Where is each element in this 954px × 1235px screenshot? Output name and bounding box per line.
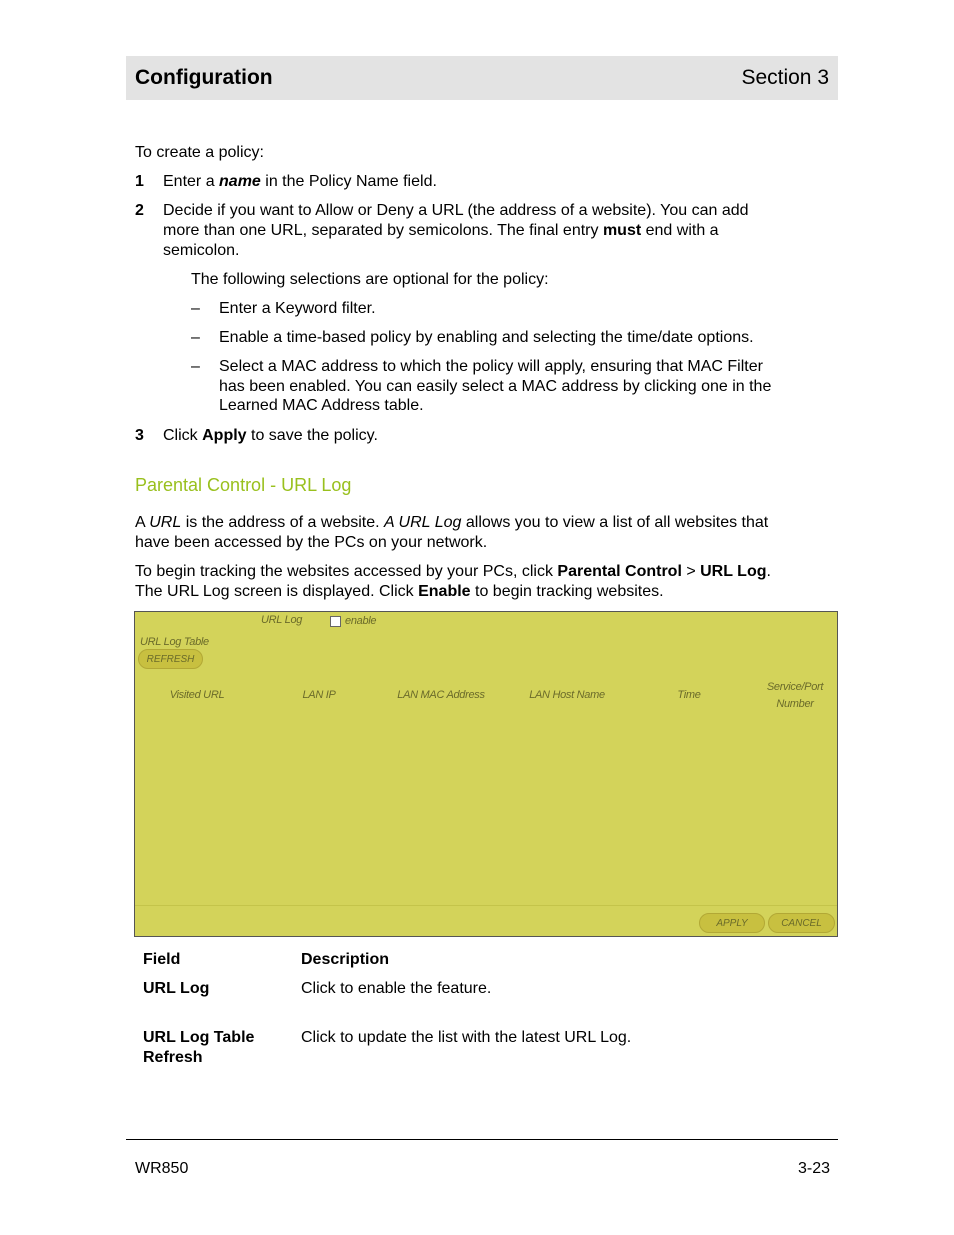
para-2-a: To begin tracking the websites accessed by your PCs, click [135,563,558,580]
column-time: Time [677,689,701,701]
step-1-text [163,172,437,192]
step-3-number: 3 [135,427,144,444]
table-row-2-field-line-1: URL Log Table [143,1029,255,1046]
step-1-post: in the Policy Name field. [260,173,437,190]
table-header-description: Description [301,951,390,968]
intro-text: To create a policy: [135,144,264,161]
refresh-button[interactable]: REFRESH [138,649,203,669]
para-2-gt: > [681,563,701,580]
section-heading: Parental Control - URL Log [135,475,352,495]
optional-item-3-line-2: has been enabled. You can easily select a MAC address by clicking one in the [219,378,772,395]
optional-dash-1: – [191,300,200,317]
para-2-line-1 [135,562,771,582]
para-1-a: A [135,514,150,531]
url-log-label: URL Log [261,614,303,626]
para-1-url: URL [149,514,182,531]
step-1-emphasis: name [219,173,261,190]
step-1-pre: Enter a [163,173,220,190]
apply-button[interactable]: APPLY [699,913,765,933]
para-2-line-2 [135,582,664,602]
table-row-2-field-line-2: Refresh [143,1049,203,1066]
optional-dash-3: – [191,358,200,375]
url-log-table-label: URL Log Table [140,636,209,648]
para-1-c: allows you to view a list of all websites that [461,514,769,531]
optional-item-2: Enable a time-based policy by enabling and selecting the time/date options. [219,329,754,346]
step-2-number: 2 [135,202,144,219]
column-visited-url: Visited URL [169,689,225,701]
optional-intro: The following selections are optional for the policy: [191,271,549,288]
step-2-line-2 [163,221,719,241]
table-row-2-desc: Click to update the list with the latest URL Log. [301,1029,632,1046]
para-2-line-2-bold: Enable [418,583,471,600]
table-row-1-field: URL Log [143,980,210,997]
para-2-c: . [766,563,771,580]
column-service-port: Service/Port [766,681,824,693]
header-section: Section 3 [741,66,829,89]
step-2-line-2-pre: more than one URL, separated by semicolons. The final entry [163,222,603,239]
panel-divider [135,905,837,906]
step-3-pre: Click [163,427,203,444]
step-2-bold: must [602,222,642,239]
page-header [126,56,838,100]
column-lan-host-name: LAN Host Name [529,689,605,701]
step-3-post: to save the policy. [246,427,378,444]
optional-item-3-line-3: Learned MAC Address table. [219,397,424,414]
footer-divider [126,1139,838,1140]
enable-checkbox[interactable] [330,616,341,627]
para-2-line-2-a: The URL Log screen is displayed. Click [135,583,419,600]
table-row-1-desc: Click to enable the feature. [301,980,492,997]
column-lan-mac-address: LAN MAC Address [397,689,485,701]
step-2-line-1: Decide if you want to Allow or Deny a URL (the address of a website). You can add [163,202,749,219]
para-2-bold-2: URL Log [700,563,767,580]
optional-dash-2: – [191,329,200,346]
url-log-panel [134,611,838,937]
para-1-line-2: have been accessed by the PCs on your network. [135,534,488,551]
header-title: Configuration [135,66,273,89]
para-2-bold-1: Parental Control [557,563,682,580]
footer-model: WR850 [135,1160,189,1177]
optional-item-1: Enter a Keyword filter. [219,300,376,317]
step-3-text [163,426,378,446]
table-header-field: Field [143,951,181,968]
column-lan-ip: LAN IP [302,689,336,701]
enable-label: enable [345,615,377,627]
optional-item-3-line-1: Select a MAC address to which the policy will apply, ensuring that MAC Filter [219,358,763,375]
para-1-urllog: A URL Log [384,514,462,531]
footer-page-number: 3-23 [797,1160,830,1177]
step-2-line-2-post: end with a [641,222,719,239]
column-number: Number [776,698,814,710]
step-3-bold: Apply [202,427,247,444]
para-2-line-2-c: to begin tracking websites. [470,583,664,600]
step-2-line-3: semicolon. [163,242,240,259]
cancel-button[interactable]: CANCEL [768,913,835,933]
step-1-number: 1 [135,173,144,190]
para-1-b: is the address of a website. [181,514,385,531]
para-1-line-1 [135,513,768,533]
